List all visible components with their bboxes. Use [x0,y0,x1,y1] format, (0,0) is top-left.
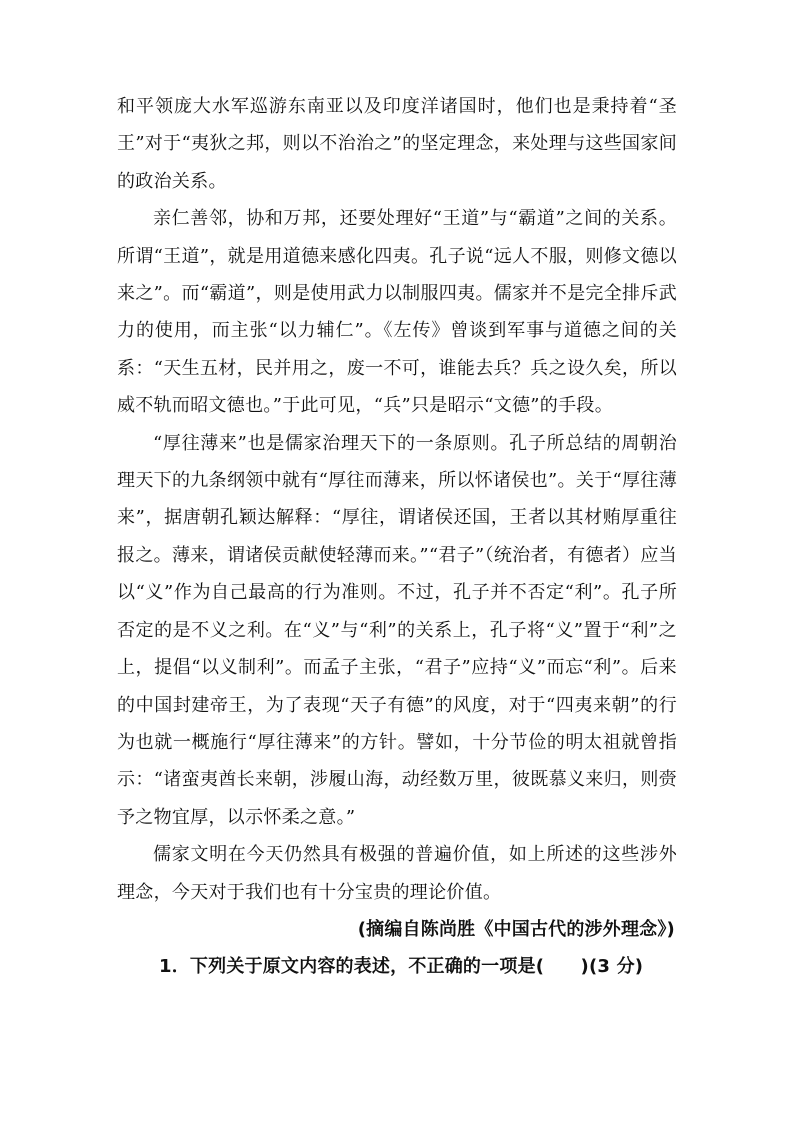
passage-paragraph-houwang-bolai: “厚往薄来”也是儒家治理天下的一条原则。孔子所总结的周朝治理天下的九条纲领中就有“厚往而薄来，所以怀诸侯也”。关于“厚往薄来”，据唐朝孔颖达解释：“厚往，谓诸侯还国，王者以其材贿厚重往报之。薄来，谓诸侯贡献使轻薄而来。”“君子”（统治者，有德者）应当以“义”作为自己最高的行为准则。不过，孔子并不否定“利”。孔子所否定的是不义之利。在“义”与“利”的关系上，孔子将“义”置于“利”之上，提倡“以义制利”。而孟子主张，“君子”应持“义”而忘“利”。后来的中国封建帝王，为了表现“天子有德”的风度，对于“四夷来朝”的行为也就一概施行“厚往薄来”的方针。譬如，十分节俭的明太祖就曾指示：“诸蛮夷酋长来朝，涉履山海，动经数万里，彼既慕义来归，则赍予之物宜厚，以示怀柔之意。” [117,432,677,828]
passage-paragraph-wangdao-badao: 亲仁善邻，协和万邦，还要处理好“王道”与“霸道”之间的关系。所谓“王道”，就是用道德来感化四夷。孔子说“远人不服，则修文德以来之”。而“霸道”，则是使用武力以制服四夷。儒家并不是完全排斥武力的使用，而主张“以力辅仁”。《左传》曾谈到军事与道德之间的关系：“天生五材，民并用之，废一不可，谁能去兵？兵之设久矣，所以威不轨而昭文德也。”于此可见，“兵”只是昭示“文德”的手段。 [117,208,677,417]
passage-paragraph-conclusion: 儒家文明在今天仍然具有极强的普遍价值，如上所述的这些涉外理念，今天对于我们也有十分宝贵的理论价值。 [117,844,677,903]
question-1: 1．下列关于原文内容的表述，不正确的一项是( )(3 分) [159,956,644,978]
passage-paragraph-continued: 和平领庞大水军巡游东南亚以及印度洋诸国时，他们也是秉持着“圣王”对于“夷狄之邦，则以不治治之”的坚定理念，来处理与这些国家间的政治关系。 [117,96,677,192]
source-citation: (摘编自陈尚胜《中国古代的涉外理念》) [357,918,675,940]
document-page [117,88,677,986]
